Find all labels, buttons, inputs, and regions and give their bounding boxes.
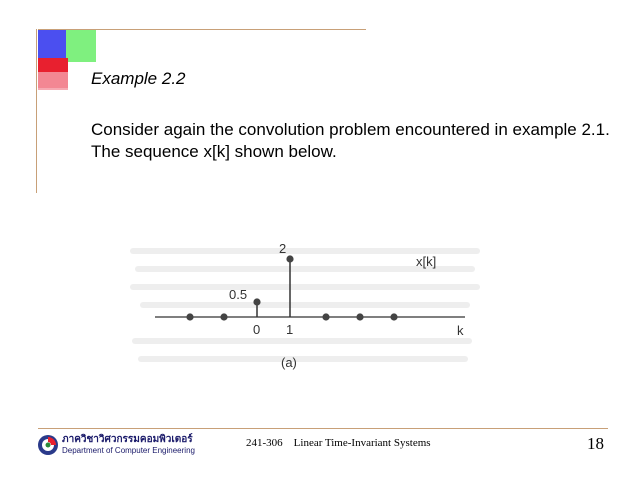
value-label-0-5: 0.5 xyxy=(229,287,248,302)
sequence-label: x[k] xyxy=(416,254,437,269)
sample-point xyxy=(220,313,227,320)
course-title: 241-306 Linear Time-Invariant Systems xyxy=(246,437,431,449)
sample-point xyxy=(186,313,193,320)
tick-label-1: 1 xyxy=(286,322,294,337)
department-name-thai: ภาควิชาวิศวกรรมคอมพิวเตอร์ xyxy=(62,434,193,445)
slide-body: Consider again the convolution problem encountered in example 2.1. The sequence x[k] shown below. xyxy=(91,120,610,161)
left-rule xyxy=(36,29,37,193)
page-number: 18 xyxy=(587,434,604,453)
decor-square-green xyxy=(66,30,96,62)
department-logo-icon xyxy=(36,433,60,457)
sample-point xyxy=(322,313,329,320)
value-label-2: 2 xyxy=(279,241,287,256)
stem-k0-point xyxy=(253,298,260,305)
decor-square-blue xyxy=(38,30,66,58)
footer-rule xyxy=(38,428,608,429)
slide-title: Example 2.2 xyxy=(91,69,186,88)
top-rule xyxy=(38,29,366,30)
decor-square-pink xyxy=(38,72,68,90)
stem-plot-figure xyxy=(120,228,500,378)
tick-label-0: 0 xyxy=(253,322,261,337)
sample-point xyxy=(356,313,363,320)
axis-label-k: k xyxy=(457,323,464,338)
stem-k1-point xyxy=(286,255,293,262)
department-name-english: Department of Computer Engineering xyxy=(62,446,195,455)
figure-caption: (a) xyxy=(281,355,297,370)
sample-point xyxy=(390,313,397,320)
